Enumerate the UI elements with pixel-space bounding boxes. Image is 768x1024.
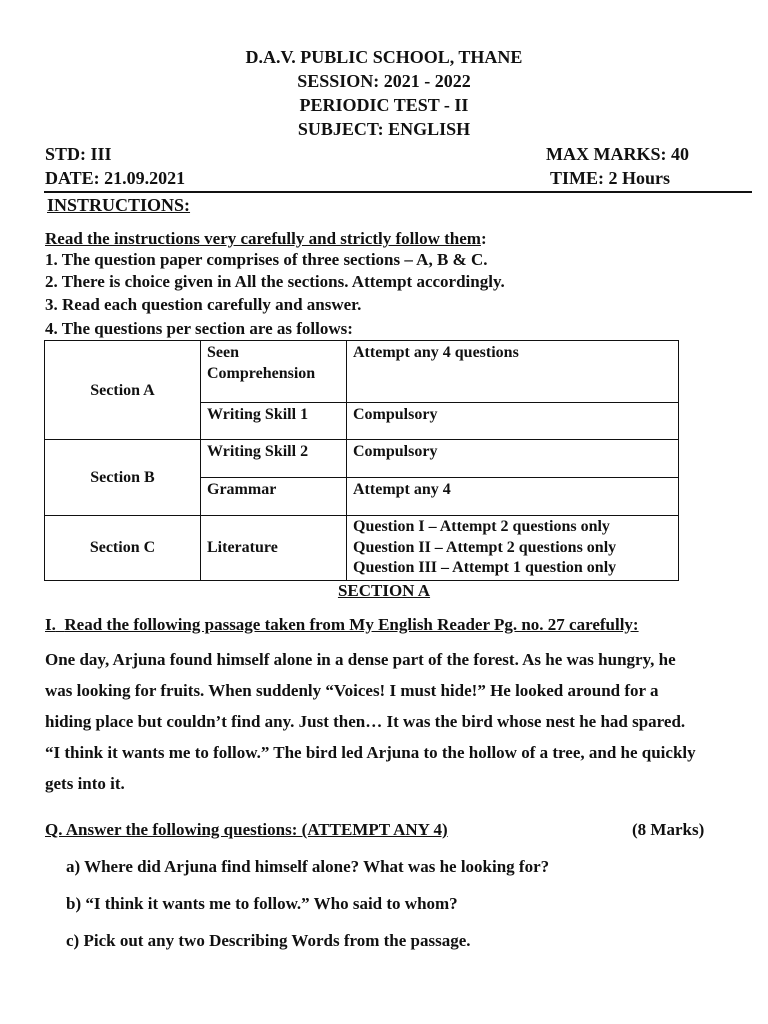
- section-b-area-1: Writing Skill 2: [201, 440, 347, 478]
- std-label: STD: III: [45, 144, 112, 164]
- table-row: [45, 516, 679, 581]
- question-item: c) Pick out any two Describing Words from the passage.: [66, 931, 471, 950]
- instructions-lead: [45, 228, 487, 249]
- section-b-rule-2: Attempt any 4: [347, 478, 679, 516]
- instruction-item: 3. Read each question carefully and answer.: [45, 295, 362, 314]
- section-a-area-2: Writing Skill 1: [201, 403, 347, 440]
- section-a-rule-2: Compulsory: [347, 403, 679, 440]
- instructions-lead-text: Read the instructions very carefully and strictly follow them: [45, 229, 481, 248]
- instructions-heading: INSTRUCTIONS:: [47, 195, 191, 215]
- passage-line: “I think it wants me to follow.” The bird led Arjuna to the hollow of a tree, and he quickly: [45, 743, 696, 762]
- passage-line: gets into it.: [45, 774, 125, 793]
- section-c-rules: [347, 516, 679, 581]
- test-name: PERIODIC TEST - II: [299, 95, 469, 115]
- time-label: TIME: 2 Hours: [550, 168, 671, 188]
- section-b-area-2: Grammar: [201, 478, 347, 516]
- date-label: DATE: 21.09.2021: [45, 168, 186, 188]
- question-text: Read the following passage taken from My English Reader Pg. no. 27 carefully:: [64, 615, 639, 634]
- passage-line: hiding place but couldn’t find any. Just then… It was the bird whose nest he had spared.: [45, 712, 686, 731]
- questions-heading: Q. Answer the following questions: (ATTEMPT ANY 4): [45, 820, 448, 839]
- section-b-rule-1: Compulsory: [347, 440, 679, 478]
- section-a-title: SECTION A: [337, 581, 431, 600]
- table-row: [45, 341, 679, 403]
- session: SESSION: 2021 - 2022: [297, 71, 471, 91]
- question-item: b) “I think it wants me to follow.” Who said to whom?: [66, 894, 458, 913]
- max-marks: MAX MARKS: 40: [546, 144, 689, 164]
- section-c-area: Literature: [201, 516, 347, 581]
- section-a-rule-1: Attempt any 4 questions: [347, 341, 679, 403]
- school-name: D.A.V. PUBLIC SCHOOL, THANE: [245, 47, 523, 67]
- instruction-item: 1. The question paper comprises of three sections – A, B & C.: [45, 250, 488, 269]
- section-a-area-1: Seen Comprehension: [201, 341, 347, 403]
- passage-line: was looking for fruits. When suddenly “Voices! I must hide!” He looked around for a: [45, 681, 659, 700]
- sections-table: [44, 340, 679, 581]
- passage-line: One day, Arjuna found himself alone in a dense part of the forest. As he was hungry, he: [45, 650, 676, 669]
- question-number: I.: [45, 615, 56, 634]
- instruction-item: 2. There is choice given in All the sections. Attempt accordingly.: [45, 272, 505, 291]
- instructions-lead-colon: :: [480, 229, 487, 248]
- section-b-label: Section B: [45, 440, 201, 516]
- marks-label: (8 Marks): [632, 820, 705, 839]
- table-row: [45, 440, 679, 478]
- question-1-heading: [45, 614, 639, 635]
- question-item: a) Where did Arjuna find himself alone? What was he looking for?: [66, 857, 550, 876]
- section-c-rule: Question II – Attempt 2 questions only: [353, 538, 617, 556]
- section-c-label: Section C: [45, 516, 201, 581]
- section-c-rule: Question I – Attempt 2 questions only: [353, 518, 610, 535]
- subject: SUBJECT: ENGLISH: [297, 119, 471, 139]
- section-a-label: Section A: [45, 341, 201, 440]
- section-c-rule: Question III – Attempt 1 question only: [353, 559, 617, 576]
- instruction-item: 4. The questions per section are as follows:: [45, 319, 353, 338]
